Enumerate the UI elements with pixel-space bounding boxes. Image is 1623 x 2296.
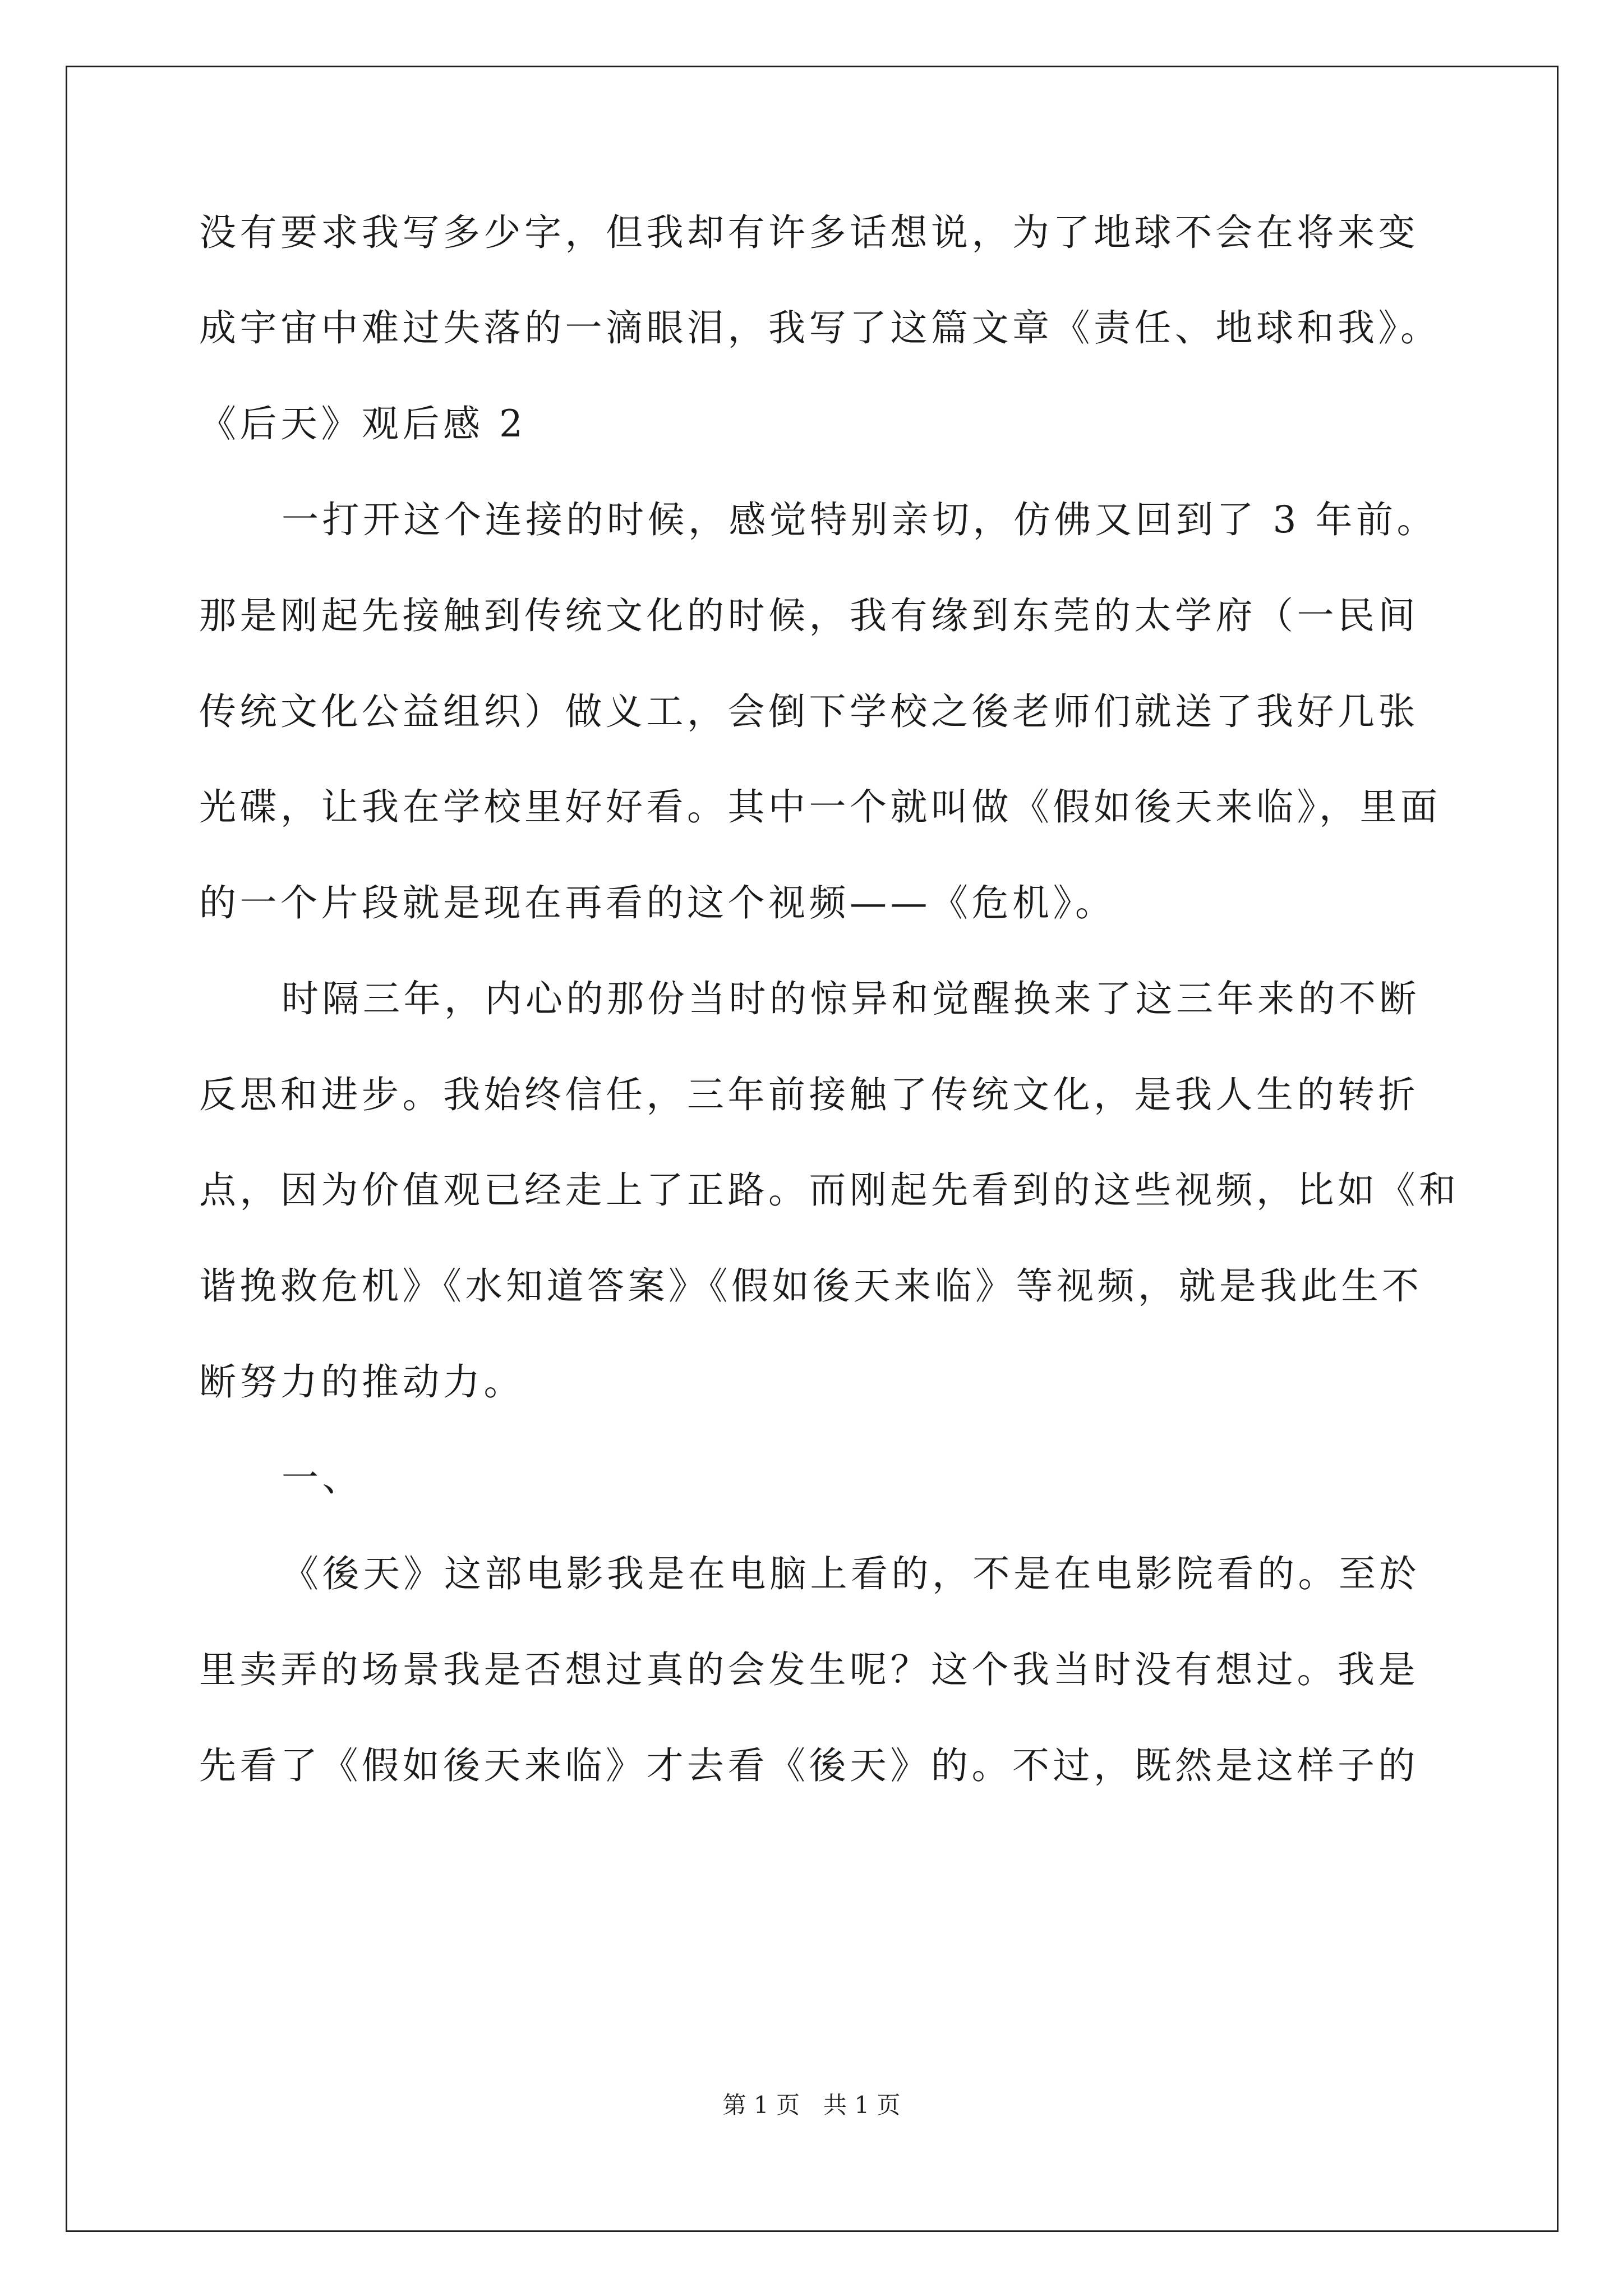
body-text-line: 一打开这个连接的时候，感觉特别亲切，仿佛又回到了 3 年前。 <box>282 498 1437 541</box>
body-text-line: 谐挽救危机》《水知道答案》《假如後天来临》等视频，就是我此生不 <box>199 1264 1423 1308</box>
section-heading: 《后天》观后感 2 <box>199 402 527 445</box>
body-text-line: 光碟，让我在学校里好好看。其中一个就叫做《假如後天来临》，里面 <box>199 785 1441 829</box>
body-text-line: 《後天》这部电影我是在电脑上看的，不是在电影院看的。至於 <box>282 1552 1420 1595</box>
body-text-line: 里卖弄的场景我是否想过真的会发生呢？这个我当时没有想过。我是 <box>199 1648 1419 1691</box>
page-footer: 第 1 页 共 1 页 <box>722 2091 901 2119</box>
body-text-line: 成宇宙中难过失落的一滴眼泪，我写了这篇文章《责任、地球和我》。 <box>199 306 1441 349</box>
body-text-line: 反思和进步。我始终信任，三年前接触了传统文化，是我人生的转折 <box>199 1073 1419 1116</box>
body-text-line: 时隔三年，内心的那份当时的惊异和觉醒换来了这三年来的不断 <box>282 977 1420 1020</box>
body-text-line: 断努力的推动力。 <box>199 1360 524 1404</box>
list-marker: 一、 <box>282 1456 363 1499</box>
body-text-line: 传统文化公益组织）做义工，会倒下学校之後老师们就送了我好几张 <box>199 690 1419 733</box>
body-text-line: 先看了《假如後天来临》才去看《後天》的。不过，既然是这样子的 <box>199 1744 1419 1787</box>
body-text-line: 那是刚起先接触到传统文化的时候，我有缘到东莞的太学府（一民间 <box>199 594 1419 637</box>
body-text-line: 没有要求我写多少字，但我却有许多话想说，为了地球不会在将来变 <box>199 211 1419 254</box>
body-text-line: 点，因为价值观已经走上了正路。而刚起先看到的这些视频，比如《和 <box>199 1168 1460 1212</box>
page-border <box>66 66 1559 2232</box>
body-text-line: 的一个片段就是现在再看的这个视频——《危机》。 <box>199 881 1116 924</box>
